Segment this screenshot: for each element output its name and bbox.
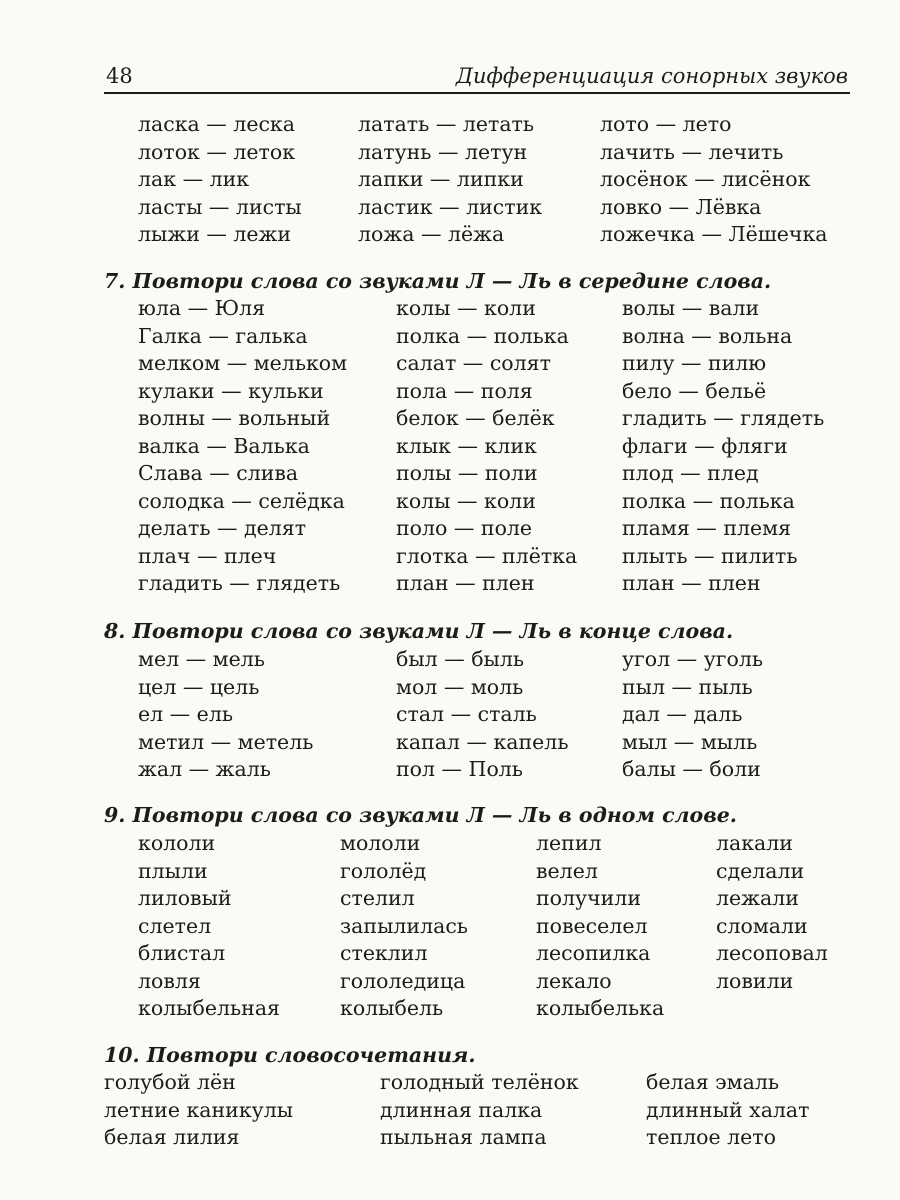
- word-pair: длинный халат: [646, 1097, 810, 1122]
- word-pair: гололедица: [340, 968, 466, 993]
- word-pair: лото — лето: [600, 112, 732, 136]
- ex8-heading: 8. Повтори слова со звуками Л — Ль в конце слова.: [104, 619, 734, 643]
- ex9-row: [0, 939, 900, 967]
- word-pair: мололи: [340, 831, 421, 855]
- word-pair: валка — Валька: [138, 433, 310, 458]
- word-pair: цел — цель: [138, 674, 260, 699]
- word-pair: лежали: [716, 886, 799, 910]
- word-pair: стелил: [340, 886, 415, 910]
- word-pair: мел — мель: [138, 647, 265, 671]
- word-pair: длинная палка: [380, 1097, 543, 1122]
- ex10-row: [0, 1096, 900, 1124]
- word-pair: лоток — леток: [138, 139, 296, 164]
- word-pair: голубой лён: [104, 1070, 236, 1094]
- ex7-row: [0, 459, 900, 487]
- ex7-row: [0, 322, 900, 350]
- word-pair: юла — Юля: [138, 296, 266, 320]
- ex9-row: [0, 857, 900, 885]
- ex7-row: [0, 432, 900, 460]
- running-title: Дифференциация сонорных звуков: [455, 64, 848, 88]
- ex10-row: [0, 1123, 900, 1151]
- word-pair: сделали: [716, 858, 805, 883]
- word-pair: мелком — мельком: [138, 351, 348, 375]
- word-pair: лепил: [536, 831, 602, 855]
- word-pair: капал — капель: [396, 729, 569, 754]
- word-pair: белая эмаль: [646, 1070, 779, 1094]
- word-pair: пол — Поль: [396, 757, 523, 781]
- word-pair: пыл — пыль: [622, 674, 753, 699]
- word-pair: кулаки — кульки: [138, 378, 324, 403]
- word-pair: пилу — пилю: [622, 351, 767, 375]
- word-pair: клык — клик: [396, 433, 537, 458]
- word-pair: колыбельная: [138, 996, 280, 1020]
- word-pair: Галка — галька: [138, 323, 308, 348]
- word-pair: пыльная лампа: [380, 1125, 547, 1149]
- ex7-row: [0, 349, 900, 377]
- block_top-row: [0, 220, 900, 248]
- block_top-row: [0, 165, 900, 193]
- word-pair: поло — поле: [396, 516, 533, 540]
- word-pair: гладить — глядеть: [138, 571, 341, 595]
- block_top-row: [0, 138, 900, 166]
- word-pair: полка — полька: [396, 323, 569, 348]
- word-pair: сломали: [716, 913, 808, 938]
- word-pair: гладить — глядеть: [622, 406, 825, 430]
- word-pair: колы — коли: [396, 296, 536, 320]
- ex9-row: [0, 829, 900, 857]
- ex9-row: [0, 994, 900, 1022]
- word-pair: пламя — племя: [622, 516, 792, 540]
- ex7-row: [0, 514, 900, 542]
- word-pair: ластик — листик: [358, 194, 543, 219]
- word-pair: полы — поли: [396, 461, 538, 485]
- word-pair: теплое лето: [646, 1125, 776, 1149]
- word-pair: слетел: [138, 913, 212, 938]
- word-pair: латунь — летун: [358, 139, 528, 164]
- word-pair: стал — сталь: [396, 702, 537, 726]
- word-pair: флаги — фляги: [622, 433, 788, 458]
- word-pair: голодный телёнок: [380, 1070, 579, 1094]
- word-pair: лакали: [716, 831, 793, 855]
- ex7-heading: 7. Повтори слова со звуками Л — Ль в середине слова.: [104, 269, 772, 293]
- word-pair: белок — белёк: [396, 406, 555, 430]
- word-pair: лиловый: [138, 886, 232, 910]
- word-pair: жал — жаль: [138, 757, 271, 781]
- word-pair: угол — уголь: [622, 647, 764, 671]
- ex7-row: [0, 542, 900, 570]
- block_top-row: [0, 110, 900, 138]
- word-pair: плач — плеч: [138, 543, 277, 568]
- word-pair: стеклил: [340, 941, 428, 965]
- word-pair: план — плен: [396, 571, 535, 595]
- word-pair: лекало: [536, 968, 612, 993]
- word-pair: колыбель: [340, 996, 444, 1020]
- ex7-row: [0, 569, 900, 597]
- word-pair: лесопилка: [536, 941, 651, 965]
- ex7-row: [0, 377, 900, 405]
- word-pair: лачить — лечить: [600, 139, 784, 164]
- ex9-row: [0, 884, 900, 912]
- word-pair: лесоповал: [716, 941, 828, 965]
- ex8-row: [0, 645, 900, 673]
- word-pair: получили: [536, 886, 641, 910]
- word-pair: лосёнок — лисёнок: [600, 167, 811, 191]
- ex8-row: [0, 673, 900, 701]
- word-pair: ловили: [716, 968, 794, 993]
- word-pair: велел: [536, 858, 598, 883]
- word-pair: повеселел: [536, 913, 648, 938]
- ex7-row: [0, 294, 900, 322]
- word-pair: колы — коли: [396, 488, 536, 513]
- word-pair: солодка — селёдка: [138, 488, 345, 513]
- word-pair: ложа — лёжа: [358, 222, 505, 246]
- word-pair: плыли: [138, 858, 208, 883]
- ex10-heading: 10. Повтори словосочетания.: [104, 1043, 476, 1067]
- word-pair: ласка — леска: [138, 112, 295, 136]
- ex9-row: [0, 967, 900, 995]
- word-pair: волны — вольный: [138, 406, 331, 430]
- word-pair: волы — вали: [622, 296, 760, 320]
- word-pair: был — быль: [396, 647, 525, 671]
- ex8-row: [0, 700, 900, 728]
- word-pair: бело — бельё: [622, 378, 767, 403]
- word-pair: ловля: [138, 968, 201, 993]
- word-pair: ложечка — Лёшечка: [600, 222, 828, 246]
- word-pair: дал — даль: [622, 702, 743, 726]
- word-pair: плыть — пилить: [622, 543, 798, 568]
- word-pair: латать — летать: [358, 112, 535, 136]
- word-pair: кололи: [138, 831, 216, 855]
- ex7-row: [0, 487, 900, 515]
- block_top-row: [0, 193, 900, 221]
- word-pair: ловко — Лёвка: [600, 194, 762, 219]
- word-pair: лапки — липки: [358, 167, 524, 191]
- ex8-row: [0, 755, 900, 783]
- word-pair: делать — делят: [138, 516, 307, 540]
- word-pair: пола — поля: [396, 378, 533, 403]
- ex10-row: [0, 1068, 900, 1096]
- word-pair: салат — солят: [396, 351, 551, 375]
- page-number: 48: [106, 64, 133, 88]
- word-pair: белая лилия: [104, 1125, 240, 1149]
- word-pair: ласты — листы: [138, 194, 302, 219]
- word-pair: мыл — мыль: [622, 729, 758, 754]
- word-pair: план — плен: [622, 571, 761, 595]
- word-pair: лыжи — лежи: [138, 222, 292, 246]
- word-pair: гололёд: [340, 858, 427, 883]
- word-pair: метил — метель: [138, 729, 314, 754]
- page-header: [104, 58, 850, 94]
- word-pair: плод — плед: [622, 461, 759, 485]
- word-pair: волна — вольна: [622, 323, 793, 348]
- word-pair: запылилась: [340, 913, 468, 938]
- ex9-heading: 9. Повтори слова со звуками Л — Ль в одном слове.: [104, 803, 737, 827]
- word-pair: лак — лик: [138, 167, 250, 191]
- word-pair: ел — ель: [138, 702, 234, 726]
- ex7-row: [0, 404, 900, 432]
- word-pair: блистал: [138, 941, 226, 965]
- word-pair: летние каникулы: [104, 1097, 294, 1122]
- word-pair: балы — боли: [622, 757, 761, 781]
- ex8-row: [0, 728, 900, 756]
- word-pair: глотка — плётка: [396, 543, 578, 568]
- word-pair: полка — полька: [622, 488, 795, 513]
- word-pair: Слава — слива: [138, 461, 299, 485]
- word-pair: колыбелька: [536, 996, 665, 1020]
- ex9-row: [0, 912, 900, 940]
- word-pair: мол — моль: [396, 674, 524, 699]
